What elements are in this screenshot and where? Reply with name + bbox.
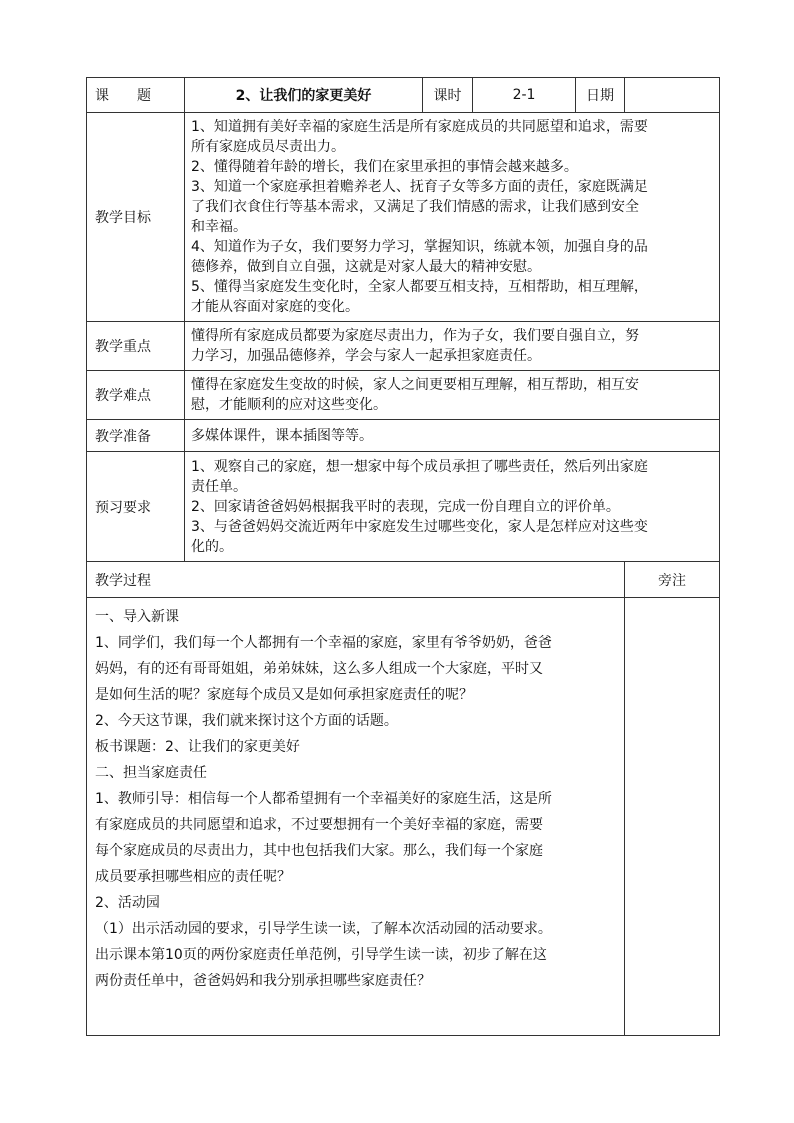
process-line: 每个家庭成员的尽责出力，其中也包括我们大家。那么，我们每一个家庭 xyxy=(95,843,543,859)
process-line: 2、今天这节课，我们就来探讨这个方面的话题。 xyxy=(95,713,398,729)
preview-content xyxy=(185,452,720,562)
process-header-row xyxy=(87,562,720,598)
process-line: 是如何生活的呢？家庭每个成员又是如何承担家庭责任的呢？ xyxy=(95,687,473,703)
lesson-title: 2、让我们的家更美好 xyxy=(185,78,423,113)
objectives-line: 才能从容面对家庭的变化。 xyxy=(191,299,359,315)
key-points-line: 力学习，加强品德修养，学会与家人一起承担家庭责任。 xyxy=(191,348,541,364)
process-line: （1）出示活动园的要求，引导学生读一读，了解本次活动园的活动要求。 xyxy=(95,921,552,937)
process-content xyxy=(87,598,625,1036)
process-row xyxy=(87,598,720,1036)
objectives-row xyxy=(87,113,720,322)
objectives-line: 了我们衣食住行等基本需求，又满足了我们情感的需求，让我们感到安全 xyxy=(191,199,639,215)
key-points-label: 教学重点 xyxy=(87,322,185,371)
header-row xyxy=(87,78,720,113)
preview-line: 1、观察自己的家庭，想一想家中每个成员承担了哪些责任，然后列出家庭 xyxy=(191,458,648,475)
date-label: 日期 xyxy=(576,78,625,113)
lesson-plan-table xyxy=(86,77,720,1036)
period-label: 课时 xyxy=(423,78,473,113)
preparation-row xyxy=(87,420,720,452)
preview-row xyxy=(87,452,720,562)
subject-label: 课 题 xyxy=(87,78,185,113)
objectives-content xyxy=(185,113,720,322)
preparation-label: 教学准备 xyxy=(87,420,185,452)
key-points-line: 懂得所有家庭成员都要为家庭尽责出力，作为子女，我们要自强自立，努 xyxy=(191,328,639,344)
objectives-line: 所有家庭成员尽责出力。 xyxy=(191,139,345,155)
preview-line: 化的。 xyxy=(191,538,233,555)
objectives-line: 5、懂得当家庭发生变化时，全家人都要互相支持，互相帮助，相互理解， xyxy=(191,279,648,295)
process-line: 成员要承担哪些相应的责任呢？ xyxy=(95,869,291,885)
objectives-label: 教学目标 xyxy=(87,113,185,322)
period-value: 2-1 xyxy=(473,78,576,113)
process-line: 板书课题：2、让我们的家更美好 xyxy=(95,739,300,755)
key-points-row xyxy=(87,322,720,371)
preview-line: 2、回家请爸爸妈妈根据我平时的表现，完成一份自理自立的评价单。 xyxy=(191,498,620,515)
process-line: 1、同学们，我们每一个人都拥有一个幸福的家庭，家里有爷爷奶奶，爸爸 xyxy=(95,635,552,651)
preparation-line: 多媒体课件，课本插图等等。 xyxy=(191,427,373,444)
preview-line: 3、与爸爸妈妈交流近两年中家庭发生过哪些变化，家人是怎样应对这些变 xyxy=(191,518,648,535)
date-value xyxy=(625,78,720,113)
difficulties-row xyxy=(87,371,720,420)
objectives-line: 和幸福。 xyxy=(191,219,247,235)
process-line: 妈妈，有的还有哥哥姐姐，弟弟妹妹，这么多人组成一个大家庭，平时又 xyxy=(95,661,543,677)
objectives-line: 德修养，做到自立自强，这就是对家人最大的精神安慰。 xyxy=(191,259,541,275)
notes-header-label: 旁注 xyxy=(625,562,720,598)
process-line: 两份责任单中，爸爸妈妈和我分别承担哪些家庭责任？ xyxy=(95,973,431,989)
objectives-line: 4、知道作为子女，我们要努力学习，掌握知识，练就本领，加强自身的品 xyxy=(191,239,648,255)
difficulties-line: 懂得在家庭发生变故的时候，家人之间更要相互理解，相互帮助，相互安 xyxy=(191,377,639,393)
process-line: 有家庭成员的共同愿望和追求，不过要想拥有一个美好幸福的家庭，需要 xyxy=(95,817,543,833)
key-points-content xyxy=(185,322,720,371)
process-line: 二、担当家庭责任 xyxy=(95,765,207,781)
objectives-line: 1、知道拥有美好幸福的家庭生活是所有家庭成员的共同愿望和追求，需要 xyxy=(191,119,648,135)
process-line: 1、教师引导：相信每一个人都希望拥有一个幸福美好的家庭生活，这是所 xyxy=(95,791,552,807)
preview-line: 责任单。 xyxy=(191,478,247,495)
difficulties-label: 教学难点 xyxy=(87,371,185,420)
preview-label: 预习要求 xyxy=(87,452,185,562)
notes-column xyxy=(625,598,720,1036)
objectives-line: 3、知道一个家庭承担着赡养老人、抚育子女等多方面的责任，家庭既满足 xyxy=(191,179,648,195)
difficulties-line: 慰，才能顺利的应对这些变化。 xyxy=(191,397,387,413)
preparation-content xyxy=(185,420,720,452)
process-line: 2、活动园 xyxy=(95,895,160,911)
objectives-line: 2、懂得随着年龄的增长，我们在家里承担的事情会越来越多。 xyxy=(191,159,578,175)
process-line: 出示课本第10页的两份家庭责任单范例，引导学生读一读，初步了解在这 xyxy=(95,947,547,963)
process-line: 一、导入新课 xyxy=(95,609,179,625)
difficulties-content xyxy=(185,371,720,420)
process-header-label: 教学过程 xyxy=(87,562,625,598)
